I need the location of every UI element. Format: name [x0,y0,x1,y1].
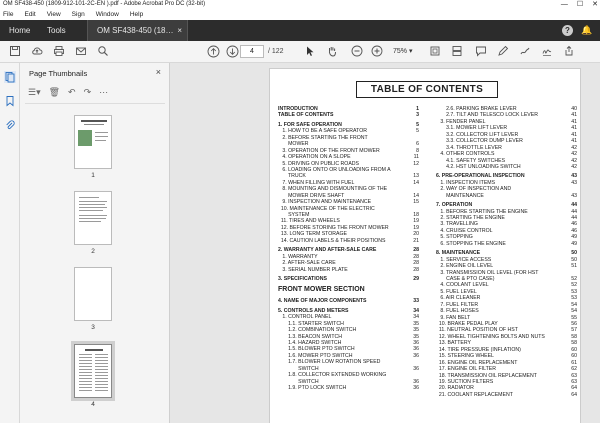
toc-entry-title: CASE & PTO CASE) [436,275,495,282]
toc-entry[interactable] [278,276,419,282]
toc-entry-page: 12 [413,160,419,167]
toc-entry-title: SWITCH [278,365,319,372]
toc-entry[interactable] [278,298,419,304]
toc-entry-title: 10. BRAKE PEDAL PLAY [436,321,498,327]
tab-bar [0,20,600,41]
toc-entry-page: 54 [571,308,577,315]
zoom-in-icon[interactable] [370,45,384,59]
notification-bell-icon[interactable]: 🔔 [581,25,593,35]
toc-entry[interactable] [278,267,419,273]
save-icon[interactable] [8,45,22,59]
thumb-text-line [79,369,92,370]
toc-entry-title: 6. STOPPING THE ENGINE [436,240,506,247]
thumb-text-line [95,357,108,358]
toc-entry-page: 34 [413,314,419,321]
toc-entry-page: 44 [571,208,577,215]
toc-entry-title: 8. MOUNTING AND DISMOUNTING OF THE [278,186,388,193]
toc-entry-page: 19 [413,218,419,225]
toc-entry-page: 6 [416,141,419,148]
menu-file[interactable]: File [3,11,14,18]
thumb-cover-title [81,120,107,122]
toc-entry-title: 9. INSPECTION AND MAINTENANCE [278,199,372,206]
chevron-down-icon: ▾ [408,48,413,55]
toc-entry-title: 7. OPERATION [436,202,473,209]
menu-help[interactable]: Help [129,11,144,18]
toc-entry-title: 10. MAINTENANCE OF THE ELECTRIC [278,205,375,212]
toc-entry-title: 1. CONTROL PANEL [278,314,332,321]
toc-entry-title: 1.6. MOWER PTO SWITCH [278,352,353,359]
toc-entry-title: INTRODUCTION [278,106,318,112]
toc-entry-title: 13. BATTERY [436,340,471,347]
page-number-input[interactable]: 4 [240,45,264,58]
toc-entry-page: 61 [571,359,577,366]
toc-entry-title: 2.7. TILT AND TELESCO LOCK LEVER [436,112,538,119]
toc-entry-page: 42 [571,163,577,170]
menu-sign[interactable]: Sign [71,11,85,18]
thumb-toc-title [85,349,103,351]
toc-entry-page: 41 [571,112,577,119]
thumb-text-line [79,354,92,355]
toc-entry-title: 3.4. THROTTLE LEVER [436,144,502,151]
toc-entry-page: 28 [413,260,419,267]
toc-entry-title: 15. STEERING WHEEL [436,353,494,360]
toc-entry-page: 49 [571,240,577,247]
more-options-icon[interactable]: ⋯ [99,87,109,97]
toc-entry-title: 1.9. PTO LOCK SWITCH [278,385,347,392]
toc-entry-title: 3.1. MOWER LIFT LEVER [436,125,508,132]
thumb-text-line [95,384,108,385]
toc-entry-title: 2. WARRANTY AND AFTER-SALE CARE [278,247,377,254]
toc-entry-page: 1 [416,106,419,112]
thumb-text-line [79,363,92,364]
toc-entry-title: 3.3. COLLECTOR DUMP LEVER [436,138,523,145]
toc-entry-page: 43 [571,179,577,186]
toolbar [0,41,600,63]
toc-entry-page: 35 [413,320,419,327]
page-thumbnails-icon[interactable] [4,71,16,83]
toc-entry-page: 54 [571,301,577,308]
highlight-pen-icon[interactable] [496,45,510,59]
window-controls [561,0,598,9]
navigation-pane-strip [0,63,20,423]
toc-entry-title: 4.2. HST UNLOADING SWITCH [436,163,521,170]
toc-entry-page: 3 [416,112,419,119]
hand-tool-icon[interactable] [325,45,339,59]
toc-entry-page: 36 [413,352,419,359]
toc-entry-page: 35 [413,327,419,334]
page-thumbnails-panel [20,63,170,423]
toc-entry-page: 5 [416,128,419,135]
toc-entry-page: 58 [571,333,577,340]
thumb-text-line [79,390,92,391]
toc-entry-title: 1.4. HAZARD SWITCH [278,340,342,346]
thumb-text-line [79,360,92,361]
toc-entry-title: 1.3. BEACON SWITCH [278,333,342,340]
thumb-text-line [95,375,108,376]
toc-entry[interactable] [278,238,419,244]
toc-entry-title: 2. STARTING THE ENGINE [436,215,505,221]
thumbnail-label-2: 2 [91,248,95,255]
toc-entry-page: 55 [571,314,577,321]
toc-entry-title: 1. WARRANTY [278,253,318,260]
toc-entry-title: 3.2. COLLECTOR LIFT LEVER [436,131,519,138]
toc-entry-page: 43 [571,173,577,180]
zoom-out-icon[interactable] [350,45,364,59]
thumb-text-line [95,381,108,382]
toc-entry-title: FRONT MOWER SECTION [278,286,365,294]
toc-entry-page: 42 [571,144,577,151]
help-icon[interactable]: ? [562,25,573,36]
thumb-text-line [79,218,106,219]
toc-entry-page: 20 [413,231,419,238]
thumb-text-line [79,357,92,358]
toc-entry-page: 36 [413,385,419,392]
toc-entry-page: 36 [413,340,419,346]
toc-entry-page: 41 [571,131,577,138]
thumb-text-line [79,197,99,198]
delete-page-icon[interactable]: 🗑 [48,87,61,97]
toc-entry-title: TABLE OF CONTENTS [278,112,334,119]
toc-entry[interactable] [436,392,577,398]
toc-entry-title: 5. CONTROLS AND METERS [278,307,349,314]
toc-entry-page: 11 [413,154,419,161]
previous-page-icon[interactable] [206,45,220,59]
tab-document-label: OM SF438-450 (18… [97,26,174,35]
panel-splitter[interactable] [170,63,180,423]
select-cursor-icon[interactable] [303,45,317,59]
thumb-text-line [95,372,108,373]
toc-entry-page: 58 [571,340,577,347]
menu-window[interactable]: Window [95,11,119,18]
toc-entry-page: 5 [416,121,419,128]
toc-entry-page: 51 [571,263,577,270]
minimize-button[interactable]: — [560,1,568,8]
toc-entry-title: 4. OPERATION ON A SLOPE [278,154,351,161]
toc-entry[interactable] [436,193,577,199]
toc-left-column [278,106,419,392]
toc-entry-title: 4. OTHER CONTROLS [436,151,495,158]
thumb-text-line [95,390,108,391]
toc-entry-page: 53 [571,295,577,302]
toc-entry-title: 1. INSPECTION ITEMS [436,179,496,186]
toc-entry-title: 4. CRUISE CONTROL [436,227,493,234]
toc-entry-page: 50 [571,256,577,263]
menu-bar [0,9,600,20]
toc-entry-title: 21. COOLANT REPLACEMENT [436,391,513,398]
toc-entry-page: 13 [413,173,419,180]
toc-entry-page: 57 [571,327,577,334]
toc-entry-page: 28 [413,247,419,254]
thumb-text-line [79,201,107,202]
toc-entry-page: 53 [571,288,577,295]
toc-entry-title: 1.7. BLOWER LOW ROTATION SPEED [278,359,381,366]
share-icon[interactable] [562,45,576,59]
toc-entry-page: 14 [413,179,419,186]
toc-entry-page: 28 [413,253,419,260]
toc-entry-page: 33 [413,298,419,305]
toc-entry-page: 56 [571,321,577,327]
toc-entry-page: 52 [571,275,577,282]
toc-entry-title: 20. RADIATOR [436,385,474,392]
toc-entry-title: MOWER [278,141,309,148]
toc-entry-title: 2. AFTER-SALE CARE [278,260,336,267]
document-view[interactable] [180,63,600,423]
toc-entry-title: 6. LOADING ONTO OR UNLOADING FROM A [278,166,391,173]
pdf-page [269,68,581,423]
toc-entry-page: 28 [413,266,419,273]
toc-entry-page: 52 [571,282,577,289]
toc-entry-page: 60 [571,353,577,360]
toc-entry-title: 3. SERIAL NUMBER PLATE [278,266,348,273]
toc-entry-title: 4. COOLANT LEVEL [436,282,489,289]
toc-entry-page: 15 [413,199,419,206]
toc-entry-page: 41 [571,138,577,145]
thumb-text-line [95,378,108,379]
toc-entry-page: 36 [413,378,419,385]
toc-entry-title: 3. TRANSMISSION OIL LEVEL (FOR HST [436,269,539,276]
toc-entry-title: 3. SPECIFICATIONS [278,275,327,282]
thumb-text-line [79,210,103,211]
window-title: OM SF438-450 (1809-912-101-2C-EN ).pdf - Adobe Acrobat Pro DC (32-bit) [3,1,206,7]
thumb-cover-line [95,140,106,141]
toc-entry-page: 42 [571,157,577,164]
toc-entry[interactable] [278,112,419,118]
toc-entry-title: 2.6. PARKING BRAKE LEVER [436,106,517,112]
thumbnail-options-icon[interactable]: ☰▾ [28,87,41,97]
thumb-text-line [79,381,92,382]
panel-title: Page Thumbnails [29,69,88,78]
toc-entry-page: 35 [413,333,419,340]
toc-entry-page: 64 [571,391,577,398]
thumb-text-line [79,384,92,385]
thumb-cover-subtitle [84,124,104,125]
toc-entry-page: 43 [571,192,577,199]
upload-cloud-icon[interactable] [30,45,44,59]
toc-entry-title: 16. ENGINE OIL REPLACEMENT [436,359,518,366]
toc-entry-page: 44 [571,202,577,209]
toc-entry-title: 7. FUEL FILTER [436,301,479,308]
fit-page-icon[interactable] [428,45,442,59]
thumb-text-line [79,375,92,376]
toc-entry-title: 1.8. COLLECTOR EXTENDED WORKING [278,372,387,379]
thumb-text-line [79,215,107,216]
attachments-icon[interactable] [4,119,16,131]
thumb-text-line [95,363,108,364]
thumb-text-line [79,204,105,205]
close-window-button[interactable]: ✕ [592,1,598,8]
thumb-cover-line [95,136,108,137]
toc-entry-title: 8. MAINTENANCE [436,250,481,257]
toc-entry-title: 14. TIRE PRESSURE (INFLATION) [436,346,521,353]
thumb-text-line [79,221,101,222]
toc-entry-title: 13. LONG TERM STORAGE [278,231,347,238]
toc-entry-title: 5. FUEL LEVEL [436,288,477,295]
window-titlebar [0,0,600,9]
redo-icon[interactable]: ↷ [83,87,92,97]
toc-entry-title: 1.2. COMBINATION SWITCH [278,327,357,334]
toc-entry-page: 19 [413,224,419,231]
tab-home[interactable]: Home [9,26,31,35]
page-thumbnail-2[interactable] [74,191,112,245]
comment-icon[interactable] [474,45,488,59]
toc-entry-page: 44 [571,215,577,221]
search-icon[interactable] [96,45,110,59]
toc-entry-page: 46 [571,221,577,228]
toc-entry-page: 8 [416,147,419,154]
toc-entry-page: 49 [571,234,577,241]
page-thumbnail-1[interactable] [74,115,112,169]
toc-entry[interactable] [278,385,419,391]
zoom-level-select[interactable] [393,45,421,58]
scroll-mode-icon[interactable] [450,45,464,59]
email-icon[interactable] [74,45,88,59]
toc-entry-title: 1. FOR SAFE OPERATION [278,121,342,128]
toc-entry-page: 36 [413,346,419,353]
toc-entry-title: 1.5. BLOWER PTO SWITCH [278,346,355,353]
toc-entry-title: 17. ENGINE OIL FILTER [436,366,496,373]
toc-entry-page: 14 [413,192,419,199]
toc-entry-title: MOWER DRIVE SHAFT [278,192,345,199]
tab-close-icon[interactable]: × [177,26,182,35]
toc-entry-title: 4.1. SAFETY SWITCHES [436,157,506,164]
toc-entry-title: 1. BEFORE STARTING THE ENGINE [436,208,528,215]
thumbnail-label-3: 3 [91,324,95,331]
maximize-button[interactable]: ☐ [576,1,584,8]
toc-entry-title: SWITCH [278,378,319,385]
thumbnail-label-1: 1 [91,172,95,179]
tab-tools[interactable]: Tools [47,26,66,35]
toc-entry-page: 62 [571,366,577,373]
toc-entry[interactable] [436,241,577,247]
panel-divider [25,103,165,104]
toc-entry-title: 8. FUEL HOSES [436,308,479,315]
toc-entry-page: 29 [413,275,419,282]
page-thumbnail-4[interactable] [74,344,112,398]
bookmarks-icon[interactable] [4,95,16,107]
toc-entry-title: SYSTEM [278,212,310,218]
toc-entry-page: 41 [571,118,577,125]
toc-entry-title: TRUCK [278,173,306,180]
toc-entry-title: 2. BEFORE STARTING THE FRONT [278,134,368,141]
print-icon[interactable] [52,45,66,59]
thumb-cover-line [95,132,108,133]
toc-entry-page: 63 [571,372,577,379]
page-count: / 122 [268,48,284,55]
toc-entry-title: 11. TIRES AND WHEELS [278,218,340,225]
toc-entry[interactable] [436,164,577,170]
toc-entry[interactable] [278,285,419,295]
toc-entry-page: 64 [571,385,577,392]
toc-entry-title: 1.1. STARTER SWITCH [278,320,344,327]
thumb-text-line [79,366,92,367]
tab-document[interactable] [87,20,188,41]
thumbnail-label-4: 4 [91,401,95,408]
toc-entry-title: 7. WHEN FILLING WITH FUEL [278,179,355,186]
thumb-text-line [79,372,92,373]
toc-entry-page: 34 [413,307,419,314]
toc-entry-page: 46 [571,227,577,234]
thumb-text-line [79,207,107,208]
toc-entry-title: 3. TRAVELLING [436,221,478,228]
next-page-icon[interactable] [225,45,239,59]
toc-entry-title: 12. BEFORE STORING THE FRONT MOWER [278,224,389,231]
thumb-cover-image [78,130,92,146]
toc-entry-title: 3. OPERATION OF THE FRONT MOWER [278,147,380,154]
toc-entry-title: 1. SERVICE ACCESS [436,256,492,263]
toc-entry-title: 18. TRANSMISSION OIL REPLACEMENT [436,372,537,379]
zoom-value: 75% [393,48,408,55]
page-thumbnail-3[interactable] [74,267,112,321]
toc-entry-title: 11. NEUTRAL POSITION OF HST [436,327,518,334]
toc-entry-title: 1. HOW TO BE A SAFE OPERATOR [278,128,367,135]
toc-entry-page: 36 [413,365,419,372]
toc-entry-page: 42 [571,151,577,158]
menu-view[interactable]: View [46,11,61,18]
thumb-text-line [95,387,108,388]
toc-entry-page: 21 [413,237,419,244]
toc-entry-title: 6. AIR CLEANER [436,295,481,302]
panel-close-icon[interactable]: × [155,67,161,77]
toc-entry-page: 40 [571,106,577,112]
thumb-text-line [95,360,108,361]
thumb-text-line [95,366,108,367]
toc-entry-title: 14. CAUTION LABELS & THEIR POSITIONS [278,237,386,244]
toc-entry-title: 5. DRIVING ON PUBLIC ROADS [278,160,359,167]
toc-entry-title: 4. NAME OF MAJOR COMPONENTS [278,298,367,305]
toc-entry-title: 19. SUCTION FILTERS [436,378,494,385]
toc-entry-page: 18 [413,212,419,218]
sign-icon[interactable] [540,45,554,59]
toc-entry-title: 6. PRE-OPERATIONAL INSPECTION [436,173,525,180]
toc-entry-title: 2. WAY OF INSPECTION AND [436,186,512,193]
toc-entry-page: 50 [571,250,577,257]
thumb-text-line [95,354,108,355]
toc-entry-title: 9. FAN BELT [436,314,471,321]
thumb-text-line [79,378,92,379]
toc-right-column [436,106,577,398]
toc-entry-title: 12. WHEEL TIGHTENING BOLTS AND NUTS [436,333,545,340]
toc-title: TABLE OF CONTENTS [356,81,498,98]
toc-entry-title: 5. STOPPING [436,234,473,241]
toc-entry-page: 60 [571,346,577,353]
menu-edit[interactable]: Edit [24,11,36,18]
toc-entry-title: 3. FENDER PANEL [436,118,486,125]
thumb-text-line [79,387,92,388]
panel-toolbar [28,87,108,98]
toc-entry-title: MAINTENANCE [436,192,484,199]
thumb-text-line [95,369,108,370]
undo-icon[interactable]: ↶ [68,87,76,97]
toc-entry-page: 41 [571,125,577,132]
toc-entry-title: 2. ENGINE OIL LEVEL [436,263,494,270]
draw-icon[interactable] [518,45,532,59]
toc-entry-page: 63 [571,378,577,385]
